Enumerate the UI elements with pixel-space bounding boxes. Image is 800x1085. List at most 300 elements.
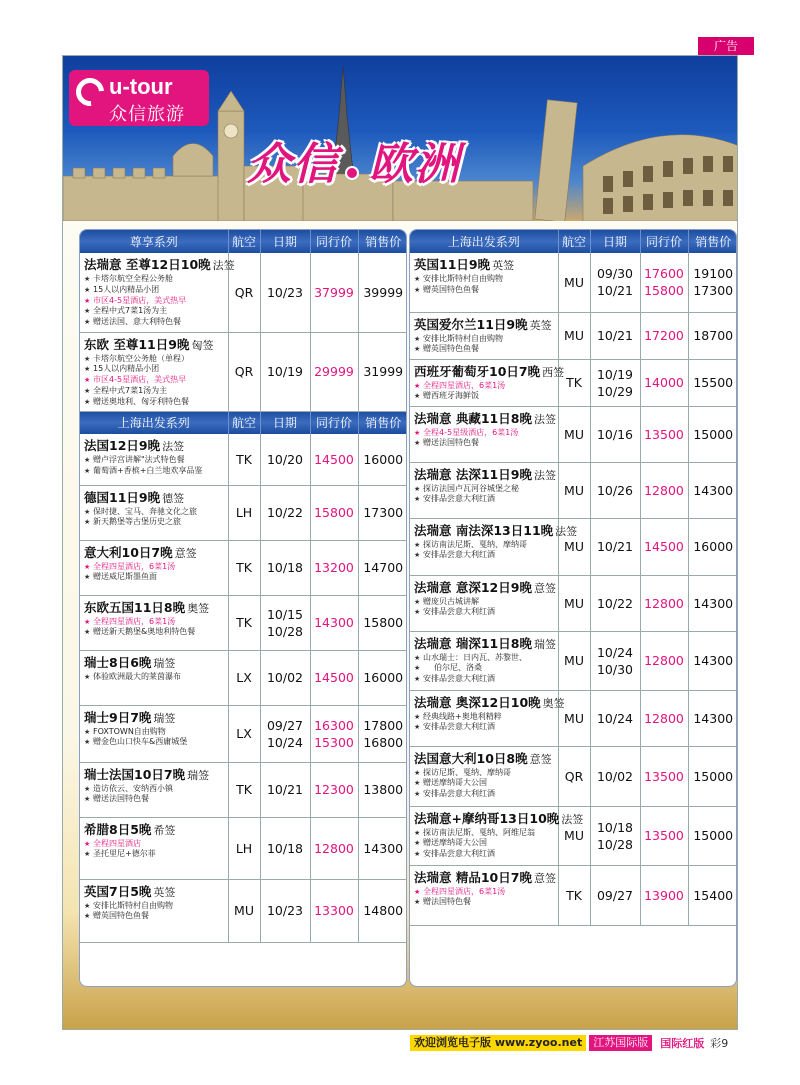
headline-region: 欧洲 (369, 139, 461, 190)
departure-date-value: 10/21 (596, 283, 634, 299)
tour-name (414, 363, 565, 381)
tour-feature: ★ 保时捷、宝马、奔驰文化之旅 (84, 507, 226, 518)
series-title: 上海出发系列 (410, 230, 558, 253)
peer-price (310, 485, 358, 540)
tour-info (80, 705, 228, 762)
departure-date (260, 253, 310, 332)
airline-code: MU (558, 575, 590, 631)
departure-date-value: 10/19 (266, 364, 304, 379)
sale-price-value: 31999 (363, 364, 404, 379)
headline (247, 128, 461, 192)
tour-feature: ★ 安排品尝意大利红酒 (414, 789, 556, 800)
peer-price (640, 312, 688, 359)
departure-date-value: 10/21 (596, 328, 634, 343)
peer-price (640, 575, 688, 631)
tour-feature: ★ 全程四星酒店 (84, 839, 226, 850)
peer-price (640, 462, 688, 518)
airline-code: TK (228, 762, 260, 817)
departure-date (590, 253, 640, 312)
peer-price-value: 29999 (314, 364, 354, 379)
tour-feature: ★ 伯尔尼、洛桑 (414, 663, 556, 674)
footer-website-link[interactable]: 欢迎浏览电子版 www.zyoo.net (410, 1035, 586, 1051)
departure-date (260, 485, 310, 540)
departure-date-value: 10/02 (266, 670, 304, 685)
departure-date-value: 10/30 (596, 661, 634, 677)
peer-price (310, 705, 358, 762)
visa-type: 瑞签 (153, 656, 176, 670)
tour-title: 瑞士8日6晚 (84, 654, 152, 670)
tour-name (84, 545, 226, 562)
airline-code: MU (558, 312, 590, 359)
tour-feature: ★ 赠送奥地利、匈牙利特色餐 (84, 397, 226, 408)
tour-feature: ★ 赠金色山口快车&西庸城堡 (84, 737, 226, 748)
sale-price (688, 359, 737, 406)
visa-type: 瑞签 (533, 637, 556, 651)
right-price-table (409, 229, 737, 987)
visa-type: 意签 (533, 581, 556, 595)
departure-date-value: 10/16 (596, 426, 634, 442)
departure-date (260, 762, 310, 817)
tour-title: 法瑞意 精品10日7晚 (414, 869, 532, 885)
departure-date-value: 10/22 (596, 595, 634, 611)
tour-feature: ★ 安排品尝意大利红酒 (414, 674, 556, 685)
tour-feature: ★ 全程四星酒店，6菜1汤 (84, 562, 226, 573)
tour-row[interactable] (80, 434, 407, 485)
headline-brand: 众信 (247, 139, 339, 190)
tour-name (84, 438, 226, 455)
tour-row[interactable] (410, 253, 737, 312)
airline-code: MU (558, 631, 590, 690)
peer-price (310, 879, 358, 942)
tour-title: 法国12日9晚 (84, 438, 161, 453)
col-peer-price-header: 同行价 (310, 411, 358, 434)
tour-row[interactable] (80, 762, 407, 817)
visa-type: 西签 (542, 365, 565, 379)
departure-date (590, 312, 640, 359)
peer-price-value: 37999 (314, 284, 354, 300)
col-airline-header: 航空 (558, 230, 590, 253)
peer-price (640, 865, 688, 925)
departure-date-value: 10/18 (266, 840, 304, 856)
airline-code: TK (228, 595, 260, 650)
tour-row[interactable] (80, 332, 407, 411)
sale-price-value: 15000 (693, 768, 734, 784)
peer-price (640, 253, 688, 312)
tour-info (80, 434, 228, 485)
tour-feature: ★ 卡塔尔航空公务舱（单程） (84, 354, 226, 365)
tour-row[interactable] (410, 359, 737, 406)
peer-price (640, 690, 688, 746)
sale-price-value: 15500 (693, 375, 734, 390)
departure-date-value: 10/24 (596, 644, 634, 660)
visa-type: 英签 (153, 885, 176, 899)
peer-price (640, 806, 688, 865)
airline-code: QR (228, 253, 260, 332)
peer-price-value: 15800 (644, 283, 684, 299)
tour-feature: ★ 赠西班牙海鲜饭 (414, 391, 556, 402)
tour-row[interactable] (80, 879, 407, 942)
peer-price-value: 13200 (314, 560, 354, 575)
tour-row[interactable] (80, 540, 407, 595)
tour-feature: ★ 赠英国特色鱼餐 (414, 344, 556, 355)
tour-row[interactable] (410, 806, 737, 865)
tour-feature: ★ 全程中式7菜1汤为主 (84, 306, 226, 317)
peer-price (310, 595, 358, 650)
departure-date (260, 595, 310, 650)
visa-type: 意签 (529, 752, 552, 766)
sale-price (688, 690, 737, 746)
tour-feature: ★ 赠送威尼斯墨鱼面 (84, 572, 226, 583)
logo-mark-icon (70, 72, 109, 111)
tour-feature: ★ 探访南法尼斯、戛纳、阿维尼翁 (414, 828, 556, 839)
sale-price-value: 18700 (693, 328, 734, 343)
departure-date (590, 518, 640, 575)
visa-type: 法签 (561, 812, 584, 826)
peer-price-value: 13500 (644, 768, 684, 784)
tour-name (84, 600, 226, 617)
tour-title: 英国11日9晚 (414, 257, 491, 272)
departure-date (590, 746, 640, 806)
tour-feature: ★ 赠送法国特色餐 (84, 794, 226, 805)
visa-type: 匈签 (191, 338, 214, 352)
visa-type: 希签 (153, 823, 176, 837)
tour-title: 东欧五国11日8晚 (84, 599, 186, 615)
peer-price-value: 13300 (314, 903, 354, 918)
table-header-row (80, 230, 407, 253)
sale-price-value: 14300 (693, 653, 734, 668)
tour-title: 法瑞意 法深11日9晚 (414, 466, 532, 482)
tour-feature: ★ 安排比斯特村自由购物 (84, 901, 226, 912)
tour-name (414, 580, 556, 597)
peer-price-value: 13900 (644, 887, 684, 903)
sale-price-value: 16000 (363, 670, 404, 685)
tour-info (410, 690, 565, 746)
sale-price-value: 15800 (363, 615, 404, 630)
sale-price-value: 16800 (363, 734, 404, 750)
sale-price (358, 762, 407, 817)
headline-dot-icon (345, 166, 359, 180)
departure-date-value: 10/18 (596, 819, 634, 835)
peer-price-value: 12800 (644, 482, 684, 498)
peer-price-value: 17600 (644, 266, 684, 282)
tour-feature: ★ 市区4-5星酒店，美式热早 (84, 375, 226, 386)
departure-date-value: 10/28 (596, 836, 634, 852)
tour-info (410, 865, 558, 925)
tour-row[interactable] (410, 312, 737, 359)
departure-date-value: 10/29 (596, 383, 634, 399)
left-price-table (79, 229, 407, 987)
departure-date-value: 10/23 (266, 903, 304, 918)
col-sale-price-header: 销售价 (688, 230, 737, 253)
tour-info (80, 332, 228, 411)
tour-info (80, 650, 228, 705)
col-peer-price-header: 同行价 (640, 230, 688, 253)
tour-row[interactable] (80, 485, 407, 540)
col-peer-price-header: 同行价 (310, 230, 358, 253)
peer-price-value: 14000 (644, 375, 684, 390)
peer-price-value: 13500 (644, 828, 684, 843)
tour-name (414, 522, 578, 540)
tour-row[interactable] (410, 865, 737, 925)
tour-title: 英国爱尔兰11日9晚 (414, 316, 528, 332)
departure-date (260, 540, 310, 595)
sale-price (358, 485, 407, 540)
visa-type: 奥签 (542, 696, 565, 710)
tour-name (84, 490, 226, 507)
peer-price (640, 631, 688, 690)
tour-name (414, 411, 556, 428)
tour-title: 意大利10日7晚 (84, 544, 173, 560)
ad-label: 广告 (698, 37, 754, 55)
tour-info (410, 462, 558, 518)
visa-type: 法签 (533, 412, 556, 426)
tour-feature: ★ 赠庞贝古城讲解 (414, 597, 556, 608)
tour-feature: ★ 全程中式7菜1汤为主 (84, 386, 226, 397)
peer-price (640, 359, 688, 406)
peer-price (640, 406, 688, 462)
tour-feature: ★ 新天鹅堡等古堡历史之旅 (84, 517, 226, 528)
departure-date-value: 10/24 (596, 710, 634, 726)
tour-row[interactable] (80, 817, 407, 879)
departure-date-value: 10/21 (266, 782, 304, 797)
sale-price-value: 14300 (693, 710, 734, 726)
departure-date (590, 462, 640, 518)
sale-price-value: 17300 (363, 505, 404, 520)
sale-price (688, 746, 737, 806)
tour-row[interactable] (80, 705, 407, 762)
tour-name (414, 810, 584, 828)
sale-price (688, 518, 737, 575)
tour-info (410, 631, 558, 690)
tour-feature: ★ 赠送新天鹅堡&奥地利特色餐 (84, 627, 226, 638)
sale-price (688, 253, 737, 312)
departure-date (590, 631, 640, 690)
peer-price-value: 13500 (644, 426, 684, 442)
tour-feature: ★ 15人以内精品小团 (84, 285, 226, 296)
departure-date (260, 650, 310, 705)
departure-date-value: 10/19 (596, 366, 634, 382)
airline-code: QR (558, 746, 590, 806)
sale-price (358, 332, 407, 411)
tour-name (414, 257, 556, 274)
tour-name (414, 751, 556, 768)
peer-price-value: 17200 (644, 328, 684, 343)
airline-code: TK (558, 359, 590, 406)
tour-row[interactable] (80, 650, 407, 705)
airline-code: TK (558, 865, 590, 925)
table-header-row (80, 411, 407, 434)
tour-feature: ★ 全程四星酒店，6菜1汤 (414, 381, 556, 392)
col-date-header: 日期 (260, 411, 310, 434)
tour-feature: ★ 圣托里尼+德尔菲 (84, 849, 226, 860)
tour-row[interactable] (410, 631, 737, 690)
departure-date-value: 10/24 (266, 734, 304, 750)
tour-title: 法国意大利10日8晚 (414, 750, 528, 766)
tour-feature: ★ 赠送摩纳哥大公国 (414, 838, 556, 849)
banner (63, 56, 738, 221)
visa-type: 瑞签 (153, 711, 176, 725)
peer-price-value: 14500 (644, 539, 684, 554)
tour-feature: ★ 安排品尝意大利红酒 (414, 849, 556, 860)
tour-feature: ★ 安排品尝意大利红酒 (414, 494, 556, 505)
sale-price-value: 13800 (363, 782, 404, 797)
sale-price (358, 253, 407, 332)
peer-price-value: 12800 (644, 710, 684, 726)
sale-price (358, 595, 407, 650)
departure-date-value: 09/27 (596, 887, 634, 903)
airline-code: LX (228, 705, 260, 762)
tour-title: 法瑞意 瑞深11日8晚 (414, 635, 532, 651)
departure-date (590, 359, 640, 406)
sale-price-value: 14300 (363, 840, 404, 856)
tour-info (80, 817, 228, 879)
page-footer (410, 1035, 738, 1051)
sale-price-value: 17300 (693, 283, 734, 299)
visa-type: 意签 (174, 546, 197, 560)
peer-price (640, 746, 688, 806)
airline-code: MU (558, 690, 590, 746)
sale-price (358, 817, 407, 879)
departure-date (590, 690, 640, 746)
departure-date (260, 434, 310, 485)
tour-feature: ★ 赠卢浮宫讲解"法式特色餐 (84, 455, 226, 466)
departure-date-value: 10/28 (266, 623, 304, 639)
sale-price (358, 650, 407, 705)
tour-info (410, 746, 558, 806)
visa-type: 英签 (529, 318, 552, 332)
tour-feature: ★ 赠英国特色鱼餐 (84, 911, 226, 922)
sale-price-value: 15400 (693, 887, 734, 903)
tour-feature: ★ 造访依云、安纳西小镇 (84, 784, 226, 795)
tour-info (80, 595, 228, 650)
airline-code: MU (558, 462, 590, 518)
peer-price-value: 12800 (314, 840, 354, 856)
tour-feature: ★ 探访法国卢瓦河谷城堡之秘 (414, 484, 556, 495)
sale-price (688, 575, 737, 631)
tour-info (410, 253, 558, 312)
tour-info (80, 540, 228, 595)
sale-price (688, 865, 737, 925)
peer-price (310, 332, 358, 411)
departure-date (260, 817, 310, 879)
airline-code: LX (228, 650, 260, 705)
tour-feature: ★ 安排比斯特村自由购物 (414, 274, 556, 285)
tour-feature: ★ 安排比斯特村自由购物 (414, 334, 556, 345)
tour-title: 法瑞意 至尊12日10晚 (84, 257, 211, 272)
departure-date-value: 10/21 (596, 539, 634, 554)
airline-code: MU (558, 518, 590, 575)
tour-title: 法瑞意 典藏11日8晚 (414, 410, 532, 426)
sale-price (688, 312, 737, 359)
logo-text-en: u-tour (109, 74, 173, 99)
tour-title: 西班牙葡萄牙10日7晚 (414, 363, 541, 379)
airline-code: MU (558, 406, 590, 462)
peer-price (310, 540, 358, 595)
tour-title: 法瑞意 南法深13日11晚 (414, 522, 554, 538)
footer-edition: 江苏国际版 (589, 1035, 652, 1051)
peer-price-value: 14500 (314, 451, 354, 467)
tour-info (80, 762, 228, 817)
tour-info (410, 359, 565, 406)
tour-feature: ★ 赠送法国特色餐 (414, 438, 556, 449)
sale-price-value: 16000 (693, 539, 734, 554)
tour-feature: ★ 全程四星酒店，6菜1汤 (414, 887, 556, 898)
tour-row[interactable] (80, 595, 407, 650)
peer-price-value: 15800 (314, 505, 354, 520)
tour-name (84, 884, 226, 901)
tour-info (80, 879, 228, 942)
tour-feature: ★ 卡塔尔航空全程公务舱 (84, 274, 226, 285)
tour-feature: ★ 安排品尝意大利红酒 (414, 550, 556, 561)
airline-code: LH (228, 817, 260, 879)
departure-date-value: 10/23 (266, 284, 304, 300)
sale-price (688, 462, 737, 518)
visa-type: 奥签 (187, 601, 210, 615)
tour-feature: ★ 探访尼斯、戛纳、摩纳哥 (414, 768, 556, 779)
tour-row[interactable] (410, 406, 737, 462)
sale-price (358, 540, 407, 595)
departure-date-value: 09/30 (596, 266, 634, 282)
tour-row[interactable] (80, 253, 407, 332)
tour-row[interactable] (410, 690, 737, 746)
tour-feature: ★ 安排品尝意大利红酒 (414, 607, 556, 618)
tour-row[interactable] (410, 746, 737, 806)
peer-price-value: 12300 (314, 782, 354, 797)
peer-price (310, 817, 358, 879)
tour-feature: ★ 全程四星酒店，6菜1汤 (84, 617, 226, 628)
tour-feature: ★ 体验欧洲最大的莱茵瀑布 (84, 672, 226, 683)
departure-date (260, 879, 310, 942)
tour-name (414, 694, 565, 712)
col-sale-price-header: 销售价 (358, 230, 407, 253)
tour-row[interactable] (410, 575, 737, 631)
col-sale-price-header: 销售价 (358, 411, 407, 434)
tour-feature: ★ 赠送摩纳哥大公国 (414, 778, 556, 789)
sale-price-value: 17800 (363, 717, 404, 733)
sale-price-value: 19100 (693, 266, 734, 282)
peer-price-value: 14300 (314, 615, 354, 630)
visa-type: 法签 (162, 440, 185, 453)
tour-feature: ★ FOXTOWN自由购物 (84, 727, 226, 738)
tour-name (414, 636, 556, 653)
departure-date-value: 10/18 (266, 560, 304, 575)
tour-feature: ★ 安排品尝意大利红酒 (414, 722, 556, 733)
tour-row[interactable] (410, 462, 737, 518)
peer-price (640, 518, 688, 575)
tour-feature: ★ 赠法国特色餐 (414, 897, 556, 908)
visa-type: 法签 (533, 468, 556, 482)
peer-price-value: 15300 (314, 734, 354, 750)
airline-code: TK (228, 540, 260, 595)
tour-row[interactable] (410, 518, 737, 575)
tour-info (410, 575, 558, 631)
tour-name (84, 822, 226, 839)
tour-title: 法瑞意 奥深12日10晚 (414, 694, 541, 710)
tour-feature: ★ 探访南法尼斯、戛纳、摩纳哥 (414, 540, 556, 551)
tour-title: 瑞士9日7晚 (84, 709, 152, 725)
airline-code: MU (228, 879, 260, 942)
tour-name (84, 767, 226, 784)
tour-info (80, 253, 235, 332)
sale-price (688, 406, 737, 462)
visa-type: 法签 (555, 524, 578, 538)
departure-date (590, 806, 640, 865)
series-title: 尊享系列 (80, 230, 228, 253)
series-title: 上海出发系列 (80, 411, 228, 434)
peer-price-value: 16300 (314, 717, 354, 733)
tour-title: 法瑞意 意深12日9晚 (414, 579, 532, 595)
table-header-row (410, 230, 737, 253)
